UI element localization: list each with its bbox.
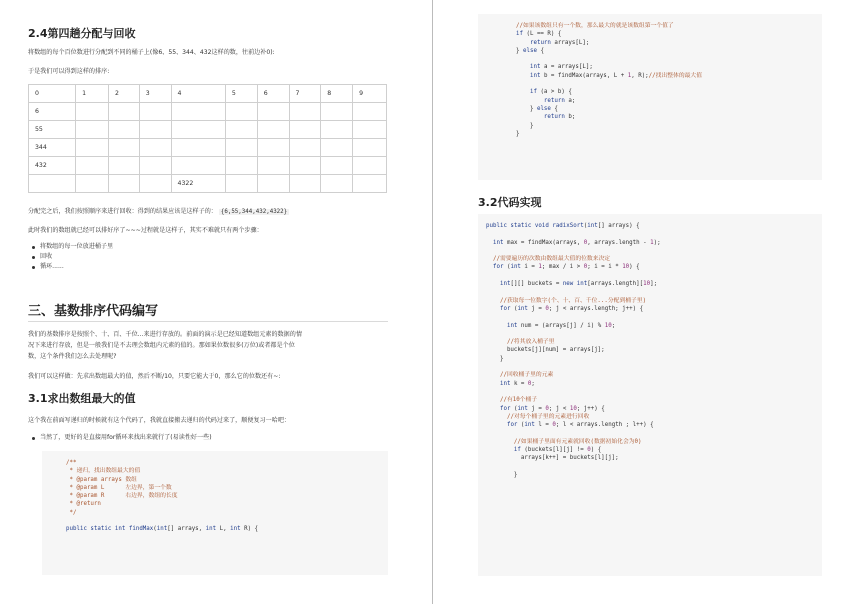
paragraph-distribute: 将数组的每个百位数进行分配到不同的桶子上(像6、55、344、432这样的数，往前边补0): <box>28 49 275 56</box>
bullet-icon <box>32 256 35 259</box>
bullet-icon <box>32 266 35 269</box>
bullet-icon <box>32 246 35 249</box>
left-page <box>28 0 416 604</box>
section-3-1-title: 3.1求出数组最大的值 <box>28 392 136 405</box>
table-cell <box>171 121 225 139</box>
table-cell: 7 <box>289 85 321 103</box>
step-text: 回收 <box>40 253 53 260</box>
table-cell <box>108 103 139 121</box>
table-cell: 2 <box>108 85 139 103</box>
step-text: 将数组的每一位放进桶子里 <box>40 243 114 250</box>
table-cell <box>353 103 387 121</box>
paragraph-after-collect-text: 分配完之后，我们按照顺序来进行回收：得到的结果应该是这样子的： <box>28 208 217 215</box>
table-cell: 6 <box>257 85 289 103</box>
list-item <box>28 262 113 272</box>
paragraph-after-collect <box>28 207 289 217</box>
bucket-table <box>28 84 387 193</box>
table-cell <box>257 121 289 139</box>
table-row <box>29 139 387 157</box>
table-cell <box>257 139 289 157</box>
table-cell: 3 <box>139 85 171 103</box>
table-cell <box>139 139 171 157</box>
page-divider <box>432 0 433 604</box>
table-cell <box>108 175 139 193</box>
findmax-code-block <box>42 451 388 575</box>
table-cell: 9 <box>353 85 387 103</box>
for-note-list <box>28 433 212 443</box>
bullet-icon <box>32 437 35 440</box>
table-cell: 4 <box>171 85 225 103</box>
table-cell: 55 <box>29 121 76 139</box>
result-inline-code: {6,55,344,432,4322} <box>220 209 288 215</box>
table-cell <box>171 139 225 157</box>
table-cell <box>171 157 225 175</box>
table-cell: 4322 <box>171 175 225 193</box>
list-item <box>28 252 113 262</box>
table-row <box>29 103 387 121</box>
paragraph-find-max: 我们可以这样做：先求出数组最大的值，然后不断/10，只要它能大于0，那么它的位数还有~: <box>28 373 281 380</box>
table-cell <box>139 121 171 139</box>
table-cell <box>76 121 109 139</box>
radixsort-code: public static void radixSort(int[] arrays) { int max = findMax(arrays, 0, arrays.length - 1); //需要遍历的次数由数组最大值的位数来决定 for (int i = 1; max / i > 0; i = i * 10) { int[][] buckets = new int[arrays.length][10]; //获取每一位数字(个、十、百、千位...分配到桶子里) for (int j = 0; j < arrays.length; j++) { int num = (arrays[j] / i) % 10; //将其放入桶子里 buckets[j][num] = arrays[j]; } //回收桶子里的元素 int k = 0; //有10个桶子 for (int j = 0; j < 10; j++) { //对每个桶子里的元素进行回收 for (int l = 0; l < arrays.length ; l++) { //如果桶子里面有元素就回收(数据初始化会为0) if (buckets[l][j] != 0) { arrays[k++] = buckets[l][j]; } <box>486 223 661 478</box>
paragraph-recursion: 这个我在前面写递归的时候就有这个代码了，我就直接搬去递归的代码过来了，顺便复习一哈吧： <box>28 417 291 424</box>
section-2-4-title: 2.4第四趟分配与回收 <box>28 27 136 40</box>
table-cell <box>321 175 353 193</box>
table-cell: 6 <box>29 103 76 121</box>
table-cell <box>225 157 257 175</box>
table-cell <box>225 139 257 157</box>
right-page <box>470 0 832 604</box>
table-cell: 1 <box>76 85 109 103</box>
table-row <box>29 157 387 175</box>
table-cell <box>321 157 353 175</box>
table-header-row <box>29 85 387 103</box>
for-note-text: 当然了，更好的是直接用for循环来找出来就行了(易读性好一些) <box>40 434 212 441</box>
table-cell <box>289 121 321 139</box>
table-cell <box>289 175 321 193</box>
table-cell: 344 <box>29 139 76 157</box>
table-cell <box>225 121 257 139</box>
table-cell <box>29 175 76 193</box>
table-cell <box>257 175 289 193</box>
table-cell <box>76 175 109 193</box>
table-cell <box>108 139 139 157</box>
table-cell <box>353 175 387 193</box>
table-cell <box>139 157 171 175</box>
radixsort-code-block <box>478 214 822 576</box>
list-item <box>28 242 113 252</box>
table-cell <box>76 157 109 175</box>
section-3-underline <box>28 321 388 322</box>
table-cell <box>225 103 257 121</box>
table-cell <box>139 175 171 193</box>
table-row <box>29 121 387 139</box>
section-3-2-title: 3.2代码实现 <box>478 196 542 209</box>
table-cell <box>321 139 353 157</box>
findmax-code-rest: //如果该数组只有一个数，那么最大的就是该数组第一个值了 if (L == R) { return arrays[L]; } else { int a = arrays[L]; int b = findMax(arrays, L + 1, R);//找出整体的最大值 if (a > b) { return a; } else { return b; } } <box>516 23 703 137</box>
table-cell <box>321 103 353 121</box>
table-cell <box>289 103 321 121</box>
step-text: 循环...... <box>40 263 64 270</box>
table-cell <box>353 139 387 157</box>
paragraph-intro-line3: 数，这个条件我们怎么去处理呢? <box>28 353 117 360</box>
table-cell <box>289 139 321 157</box>
table-cell <box>225 175 257 193</box>
paragraph-sorted: 于是我们可以得到这样的排序: <box>28 68 110 75</box>
section-3-title: 三、基数排序代码编写 <box>28 304 159 319</box>
table-cell <box>139 103 171 121</box>
paragraph-intro-line1: 我们的基数排序是按照个、十、百、千位...来进行存放的。前面的演示是已经知道数组元素的数据的情 <box>28 331 302 338</box>
table-cell <box>321 121 353 139</box>
list-item <box>28 433 212 443</box>
table-cell <box>257 157 289 175</box>
findmax-code: /** * 递归，找出数组最大的值 * @param arrays 数组 * @param L 左边界，第一个数 * @param R 右边界，数组的长度 * @return */ public static int findMax(int[] arrays, int L, int R) { <box>66 460 259 533</box>
table-cell <box>76 139 109 157</box>
table-cell: 0 <box>29 85 76 103</box>
table-row <box>29 175 387 193</box>
table-cell <box>171 103 225 121</box>
paragraph-intro-line2: 况下来进行存放，但是一般我们是不去理会数组内元素的值的。那如果位数很多(万位)或者都是个位 <box>28 342 295 349</box>
table-cell <box>108 121 139 139</box>
paragraph-steps: 此时我们的数组就已经可以排好序了~~~过程就是这样子，其实不难就只有两个步骤： <box>28 227 263 234</box>
table-cell <box>289 157 321 175</box>
table-cell <box>108 157 139 175</box>
table-cell <box>353 157 387 175</box>
table-cell <box>76 103 109 121</box>
table-cell: 8 <box>321 85 353 103</box>
table-cell: 5 <box>225 85 257 103</box>
table-cell <box>353 121 387 139</box>
table-cell: 432 <box>29 157 76 175</box>
steps-list <box>28 242 113 272</box>
findmax-code-continued <box>478 14 822 180</box>
table-cell <box>257 103 289 121</box>
